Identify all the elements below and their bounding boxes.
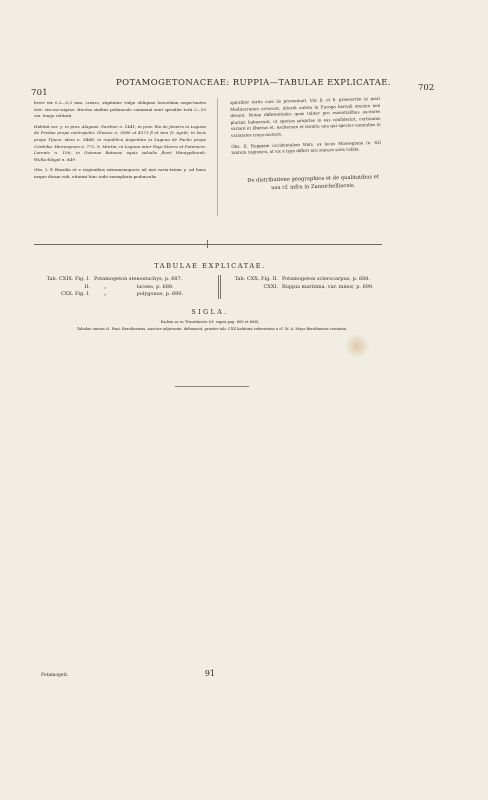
tabulae-heading: TABULAE EXPLICATAE. — [154, 262, 266, 270]
ditto-mark: „ — [104, 283, 107, 290]
plate-row — [228, 276, 388, 284]
plate-label: Tab. CXX. Fig. II. — [234, 276, 278, 282]
plate-row — [228, 284, 388, 292]
plate-label: II. — [84, 283, 90, 290]
right-text-column — [230, 96, 382, 161]
end-rule — [175, 386, 249, 387]
right-paragraph-1: spiraliter tortis cum iis proveniunt. Var. β. et δ. praesertim in mari Mediterraneo crescunt, ulteriit autem in Europa boreali omnino non desunt. Notae differentiales quas taliter pro essentialibus auctores plurimi habuerunt, ut species propriae in eas confiderint, certissime variant et liberius et. Ascherson et monitu una qui species nonnullas in variatates trans-mutavit. — [230, 95, 381, 138]
plates-divider — [220, 275, 221, 299]
plate-row — [40, 276, 220, 284]
plates-divider — [218, 275, 219, 299]
section-rule — [34, 244, 382, 245]
plate-caption: lucens, p. 688. — [136, 283, 174, 290]
footer-signature-number: 91 — [204, 669, 216, 678]
plate-row — [40, 291, 220, 299]
plate-caption: Ruppia maritima, var. minor, p. 699. — [282, 283, 374, 290]
left-text-column — [34, 100, 206, 185]
footer-signature: Potamogeti. — [41, 673, 69, 678]
plate-label: Tab. CXIX. Fig. I. — [46, 276, 90, 282]
plate-caption: Potamogeton stenostachys, p. 687. — [94, 276, 183, 282]
left-page-number: 701 — [31, 88, 48, 98]
left-paragraph-1: brevi vix 0,2—0,3 mm. crasso, stipitatae vulgo obliquae loricelium sequi-tantes ster. viscoso-nigrae, fructus sinibus pedunculo communi sunt spiralite torti 2—10 cm. longo solitarii. — [34, 100, 206, 119]
plate-row — [40, 284, 220, 292]
observation-one: Obs. I. E Brasilia et e regionibus extramenopocis nil nisi varia-tatem γ. ad hanc neque dicam vidi, ettamsi hinc inde exemplaria pedunculis — [34, 167, 206, 179]
sigla-line-2: Tabulae omnes cl. Poni. Berolinensis, auctore adjuvante, delineavit, praeter tab. CXX habitum referentem a cl. W. A. Mayr Berolinense ceuatum. — [76, 327, 348, 331]
ditto-mark: „ — [104, 291, 107, 298]
plate-caption: Potamogeton sclerocarpus, p. 688. — [282, 276, 371, 282]
column-divider — [217, 98, 218, 216]
plates-list-right — [228, 276, 388, 291]
running-title: POTAMOGETONACEAE: RUPPIA—TABULAE EXPLICATAE. — [116, 78, 391, 88]
distribution-note: De distributione geographica et de qualitatibus et usu cf. infra in Zannichelliaceis. — [247, 174, 379, 192]
plate-label: CXXI. — [263, 283, 278, 290]
plates-list-left — [40, 276, 220, 299]
plate-caption: polygonus, p. 690. — [136, 291, 184, 298]
habitat-paragraph: Habitat var. γ. in prov. Alagoas: Gardner n. 1441; in prov. Rio de Janeiro in Laguna de Freitas prope metropolin: Glaziou n. 3080 et 4373 β et tam fr. Agrili; in locis prope Tijuca: idem n. 6448; in republica Argentina in Laguna de Pacho prope Córdoba: Hieronymus n. 772, S. Martin; in Laguna inter Payo Munro et Putamers: Lorentz n. 106; in Guianae Batavae aquis salsulis fluvii Waraypikreek: Wullschlägel n. 849. — [34, 123, 206, 162]
observation-two: Obs. II. Ruppiam occidentalem Wats. ex locus Moosegiana (n. 62) tantum cognosco, at vix a typo differt nisi statura satis valida. — [231, 139, 382, 156]
sigla-heading: SIGLA. — [191, 308, 229, 316]
right-page-number: 702 — [418, 83, 435, 93]
paper-stain — [344, 334, 370, 358]
plate-label: CXX. Fig. I. — [60, 291, 90, 298]
sigla-line-1: Eadem ac in Triuridaceis (cf. supra pag. 665 et 666). — [160, 320, 260, 324]
section-rule-mark — [207, 240, 208, 248]
